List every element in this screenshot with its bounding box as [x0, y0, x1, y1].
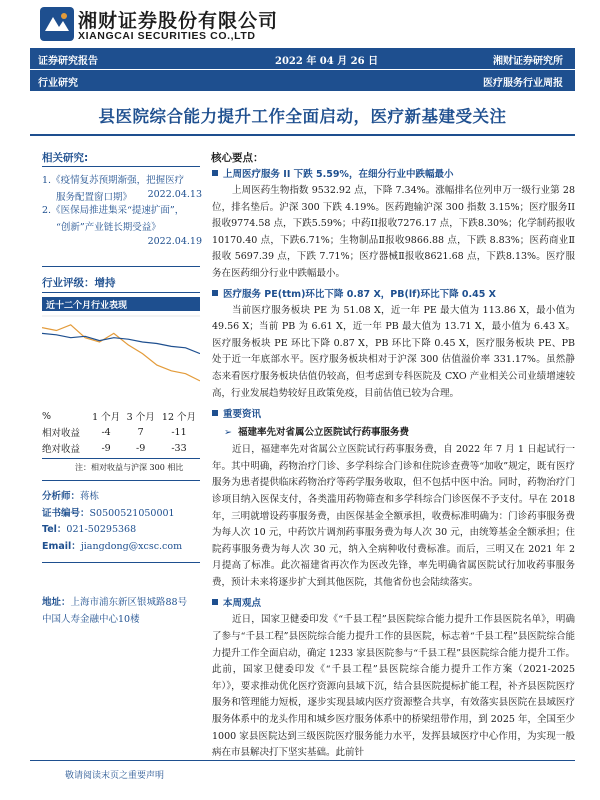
brand-name-en: XIANGCAI SECURITIES CO.,LTD: [78, 30, 256, 42]
chart-title-bar: [42, 297, 200, 311]
series-line-medical-services: [42, 325, 200, 381]
main-content: [212, 166, 575, 784]
square-bullet-icon: [212, 170, 218, 176]
footer-disclaimer: 敬请阅读末页之重要声明: [65, 771, 165, 781]
chart-title: 近十二个月行业表现: [46, 301, 128, 311]
paragraph-valuation: 当前医疗服务板块 PE 为 51.08 X，近一年 PE 最大值为 113.86 X，最小值为 49.56 X；当前 PB 为 6.61 X，近一年 PB 最大值为 13.71 X，最小值为 6.43 X。医疗服务板块 PE 环比下降 0.87 X，PB 环比下降 0.45 X，医疗服务板块 PE、PB 处于近一年底部水平。医疗服务板块相对于沪深 300 估值溢价率 331.17%。虽然静态来看医疗服务板块估值仍较高，但考虑到专科医院及 CXO 产业相关公司业绩增速较高，行业发展趋势较好且政策免疫，目前估值已较为合理。: [212, 304, 575, 399]
key-points-heading: 核心要点：: [211, 152, 264, 164]
arrow-bullet-icon: ➢: [224, 427, 232, 439]
table-row: 相对收益 -4 7 -11: [42, 426, 187, 439]
reference-item[interactable]: 1.《疫情复苏预期渐强，把握医疗 服务配置窗口期》: [42, 175, 185, 203]
reference-item[interactable]: 2.《医保局推进集采“提速扩面”， “创新”产业链长期受益》: [42, 205, 185, 233]
analyst-divider: [42, 480, 200, 481]
related-divider: [42, 166, 200, 167]
cert-number: S0500521050001: [89, 507, 175, 519]
series-line-hs300: [42, 333, 200, 353]
table-row: 绝对收益 -9 -9 -33: [42, 442, 187, 455]
address-block: [42, 595, 212, 628]
news-item-heading: ➢ 福建率先对省属公立医院试行药事服务费: [224, 427, 409, 439]
paragraph-news: 近日，福建率先对省属公立医院试行药事服务费，自 2022 年 7 月 1 日起试行一年。其中明确，药物治疗门诊、多学科综合门诊和住院诊查费等“加收”规定，既有医疗服务为患者提供临床药物治疗等药学服务收取，但不包括中医中治。同时，药物治疗门诊项目纳入医保支付，各类滥用药物筛查和多学科综合门诊医保不予支付。早在 2018 年，三明就增设药事服务费，由医保基金全额承担，收费标准明确为：门诊药事服务费为每人次 10 元，中药饮片调剂药事服务费为每人次 30 元，由统筹基金全额承担；住院药事服务费为每人次 30 元，纳入全病种收付费标准。而后，三明又在 2021 年 2 月提高了标准。此次福建省再次作为医改先锋，率先明确省属医院试行加收药事服务费，预计未来将逐步扩大到其他医院，其他省份也会陆续落实。: [212, 444, 575, 588]
table-header-row: % 1 个月 3 个月 12 个月: [42, 410, 197, 423]
header-bar-bottom: [30, 70, 575, 91]
performance-line-chart: [42, 315, 200, 395]
section-heading-news: 重要资讯: [212, 406, 575, 420]
square-bullet-icon: [212, 410, 218, 416]
analyst-info: [42, 489, 212, 555]
paragraph-market: 上周医药生物指数 9532.92 点，下降 7.34%。涨幅排名位列申万一级行业第 28 位，排名垫后。沪深 300 下跌 4.19%。医药跑输沪深 300 指数 3.15%；医疗服务II报收9774.58 点，下跌5.59%；中药II报收7276.17 点，下跌8.30%；化学制药报收10170.40 点，下跌6.71%；生物制品Ⅱ报收9866.88 点，下跌 8.83%；医药商业Ⅱ报收 5697.39 点，下跌 7.71%；医疗器械Ⅱ报收8621.68 点，下跌8.13%。医疗服务在医药细分行业中跌幅最小。: [212, 185, 575, 279]
analyst-name: 蒋栋: [80, 491, 100, 502]
report-series: 医疗服务行业周报: [483, 78, 563, 89]
square-bullet-icon: [212, 290, 218, 296]
brand-name-cn: 湘财证券股份有限公司: [78, 10, 279, 32]
report-title: 县医院综合能力提升工作全面启动，医疗新基建受关注: [98, 107, 507, 126]
square-bullet-icon: [212, 599, 218, 605]
footer-divider: [30, 760, 575, 761]
section-heading-valuation: 医疗服务 PE(ttm)环比下降 0.87 X，PB(lf)环比下降 0.45 X: [212, 286, 575, 300]
header-bar-top: [30, 48, 575, 69]
table-note: 注：相对收益与沪深 300 相比: [75, 463, 184, 472]
address-line: 中国人寿金融中心10楼: [42, 613, 140, 625]
title-divider: [30, 134, 575, 136]
institute-name: 湘财证券研究所: [493, 56, 563, 67]
analyst-label: 分析师：: [42, 491, 81, 502]
report-date: 2022 年 04 月 26 日: [275, 56, 379, 67]
paragraph-viewpoint: 近日，国家卫健委印发《“千县工程”县医院综合能力提升工作县医院名单》，明确了参与“千县工程”县医院综合能力提升工作的县医院，标志着“千县工程”县医院综合能力提升工作全面启动，确定 1233 家县医院参与“千县工程”县医院综合能力提升工作。此前，国家卫健委印发《“千县工程”县医院综合能力提升工作方案（2021-2025 年）》，要求推动优化医疗资源向县域下沉，结合县医院提标扩能工程，补齐县医院医疗服务和管理能力短板，逐步实现县域内医疗资源整合共享，有效落实县医院在县域医疗服务体系中的龙头作用和城乡医疗服务体系中的桥梁纽带作用，到 2025 年，全国至少 1000 家县医院达到三级医院医疗服务能力水平，发挥县域医疗中心作用，为实现一般病在市县解决打下坚实基础。此前针: [212, 614, 575, 759]
reference-date: 2022.04.19: [147, 236, 202, 247]
reference-date: 2022.04.13: [147, 189, 202, 200]
email-link[interactable]: jiangdong@xcsc.com: [80, 540, 183, 552]
report-type: 证券研究报告: [38, 56, 98, 67]
performance-table: [42, 408, 200, 456]
cert-label: 证书编号：: [42, 507, 90, 519]
report-category: 行业研究: [38, 78, 78, 89]
industry-rating: 行业评级：增持: [42, 277, 116, 289]
section-heading-weekly-market: 上周医疗服务 II 下跌 5.59%，在细分行业中跌幅最小: [212, 166, 575, 180]
related-research-heading: 相关研究:: [42, 152, 89, 164]
tel-label: Tel：: [42, 524, 67, 535]
company-logo-icon: [40, 7, 74, 41]
email-label: Email：: [42, 540, 81, 552]
rating-divider-top: [42, 266, 200, 267]
address-line: 上海市浦东新区银城路88号: [70, 597, 188, 608]
reference-list: [42, 172, 202, 247]
address-label: 地址：: [42, 597, 71, 608]
address-divider: [42, 562, 200, 563]
tel-number: 021-50295368: [66, 524, 137, 535]
table-divider: [42, 458, 200, 459]
rating-divider-bottom: [42, 292, 200, 293]
section-heading-viewpoint: 本周观点: [212, 595, 575, 609]
